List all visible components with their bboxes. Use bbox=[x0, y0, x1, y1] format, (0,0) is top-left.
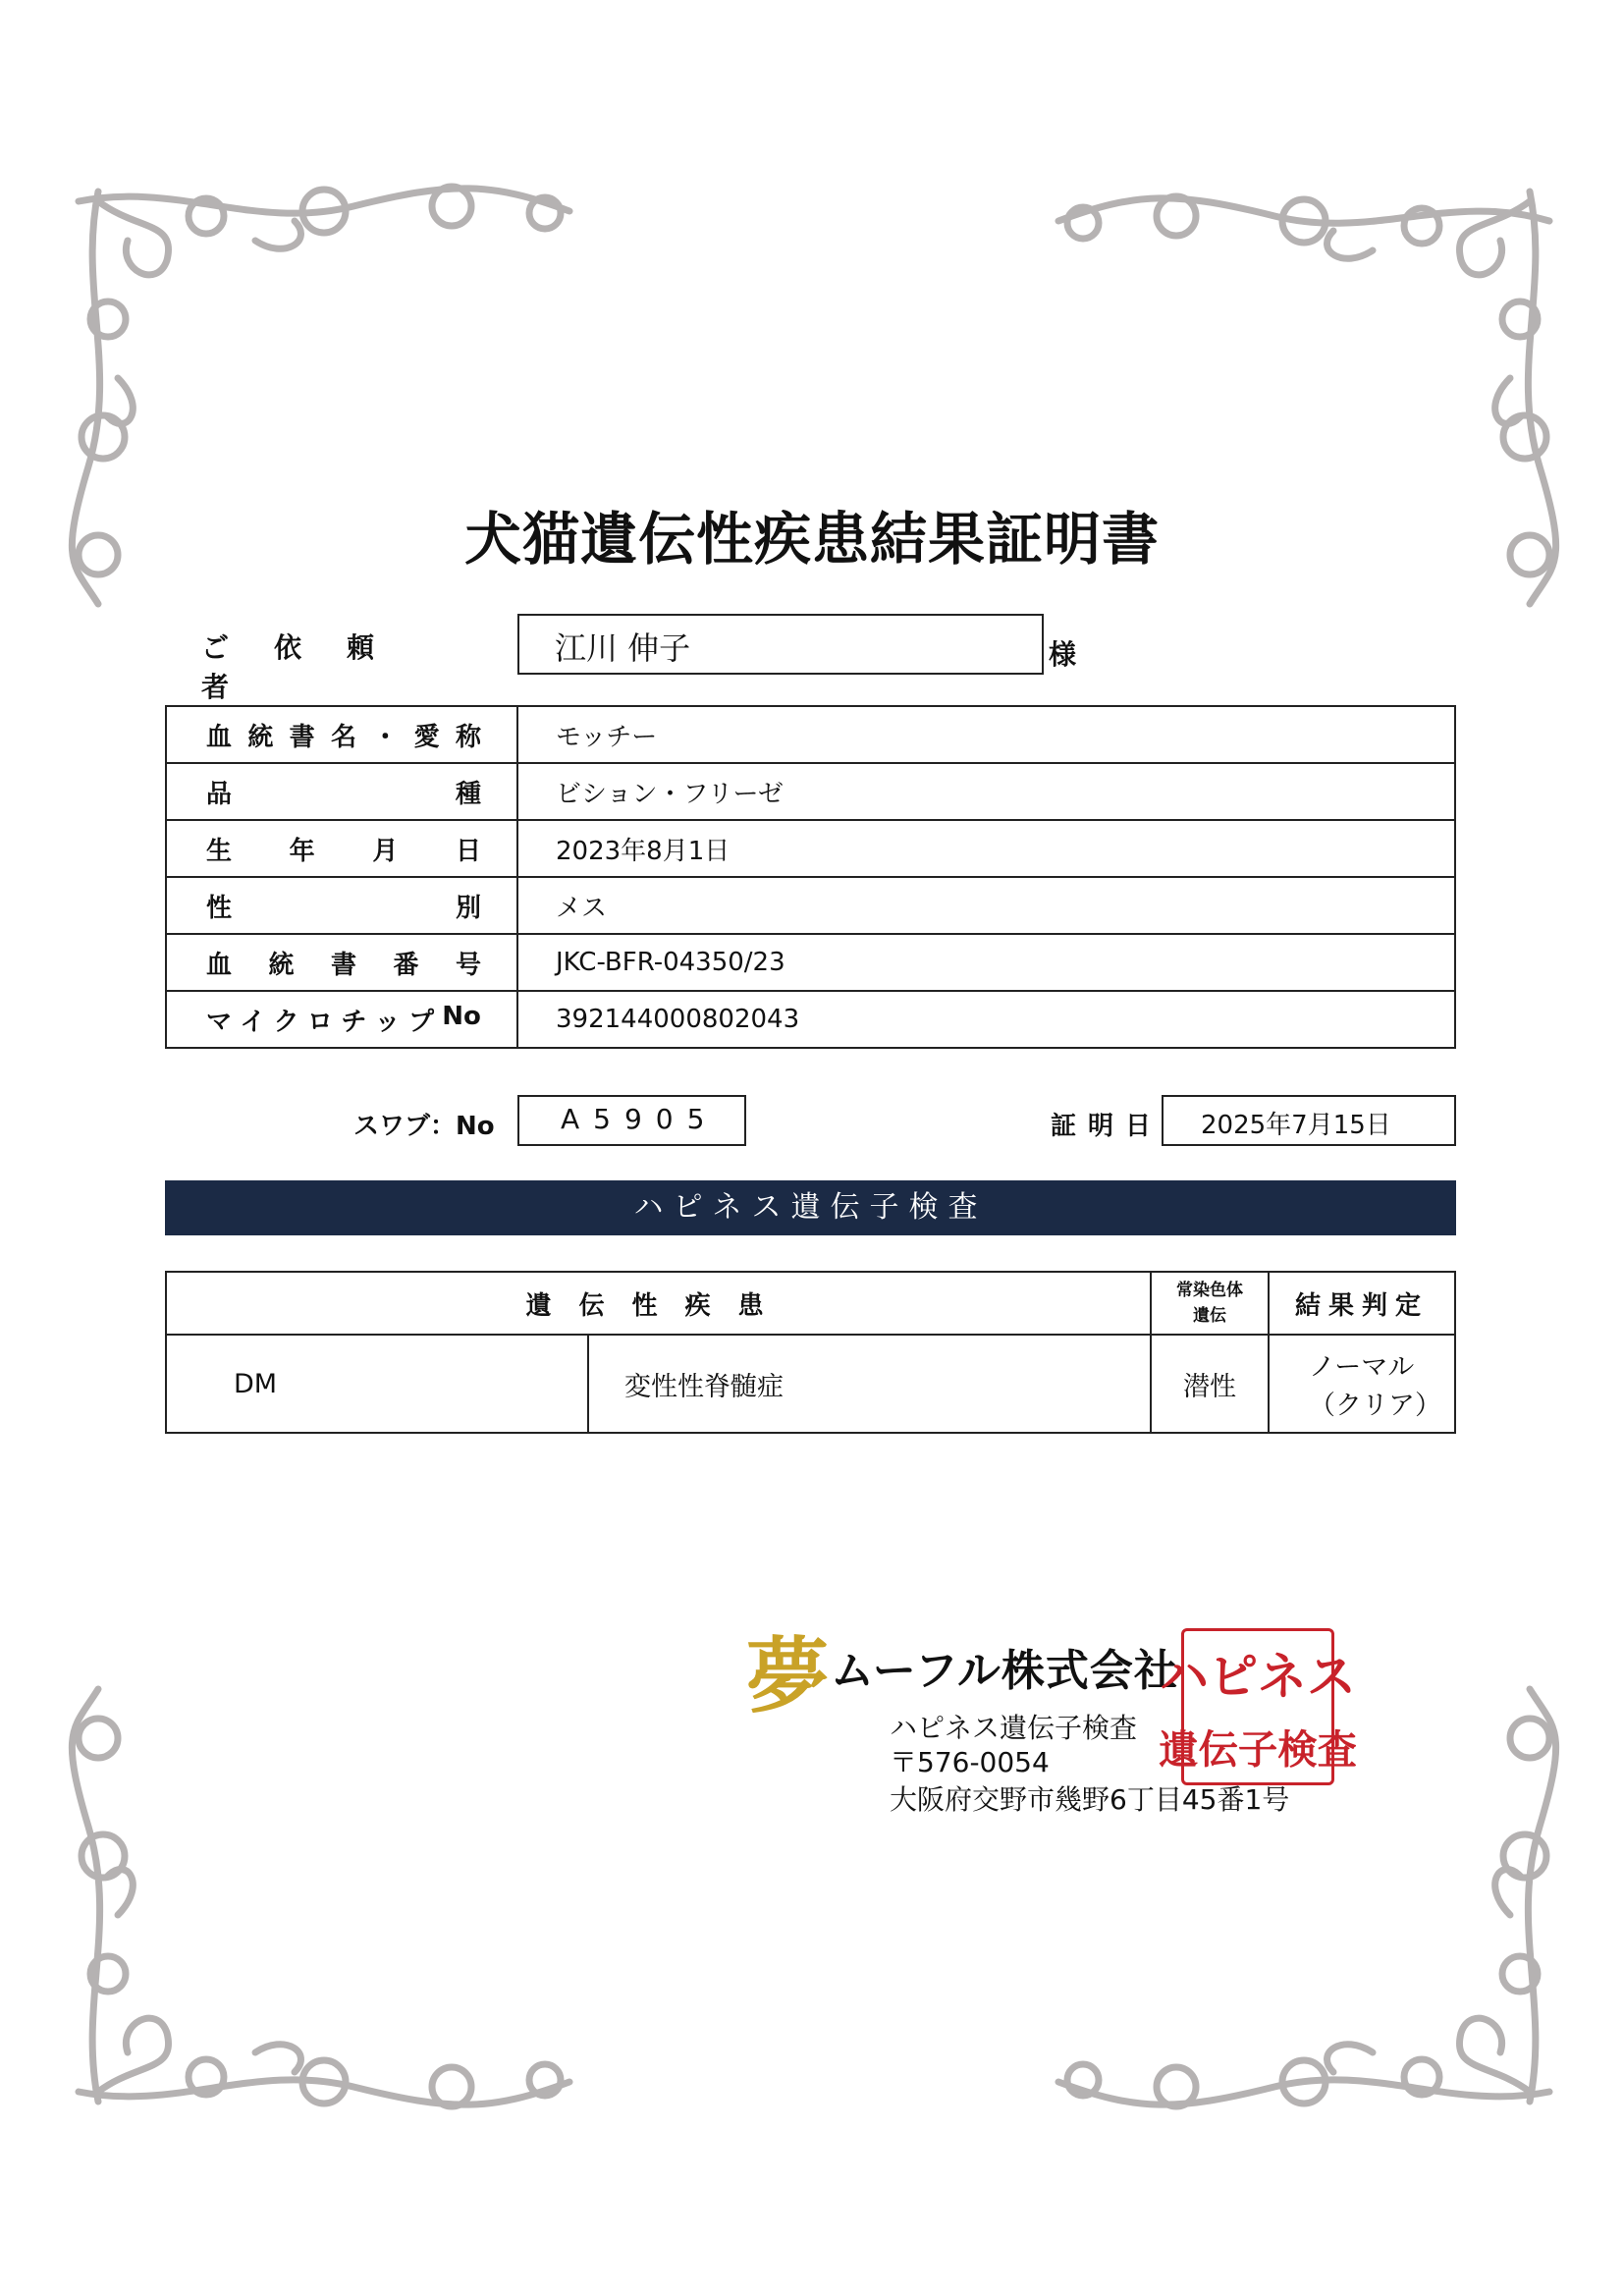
info-label-char: ク bbox=[273, 1007, 299, 1037]
header-judgement-text: 結果判定 bbox=[1294, 1290, 1429, 1321]
info-label-char: 品 bbox=[206, 779, 233, 809]
info-label-char: イ bbox=[240, 1007, 266, 1037]
swab-label: スワブ：No bbox=[353, 1112, 495, 1141]
info-label-char: 書 bbox=[289, 722, 315, 752]
info-label-text bbox=[206, 1002, 516, 1038]
result-disease-name: 変性性脊髄症 bbox=[588, 1335, 1151, 1433]
info-label-char: 愛 bbox=[413, 722, 440, 752]
info-label-char: プ bbox=[407, 1007, 434, 1037]
info-label-char: 種 bbox=[455, 779, 481, 809]
info-label-text bbox=[206, 717, 516, 753]
result-disease-code: DM bbox=[166, 1335, 588, 1433]
swab-number: A5905 bbox=[517, 1095, 746, 1146]
result-inheritance: 潜性 bbox=[1151, 1335, 1269, 1433]
info-label-text bbox=[206, 888, 516, 924]
info-label-char: 号 bbox=[455, 950, 481, 980]
info-label-text bbox=[206, 774, 516, 810]
info-label-char: 月 bbox=[372, 836, 399, 866]
info-label-char: 統 bbox=[247, 722, 274, 752]
info-label-microchip bbox=[166, 991, 517, 1048]
info-label-char: 血 bbox=[206, 950, 233, 980]
header-inheritance-line2: 遺伝 bbox=[1193, 1306, 1226, 1326]
certificate-date-label: 証明日 bbox=[1051, 1112, 1164, 1141]
info-value-microchip: 392144000802043 bbox=[517, 991, 1455, 1048]
info-label-char: 日 bbox=[455, 836, 481, 866]
table-row bbox=[166, 1335, 1455, 1433]
info-value-pedigree-number: JKC-BFR-04350/23 bbox=[517, 934, 1455, 991]
info-label-birthdate bbox=[166, 820, 517, 877]
table-row bbox=[166, 706, 1455, 763]
info-value-sex: メス bbox=[517, 877, 1455, 934]
info-label-pedigree-number bbox=[166, 934, 517, 991]
company-name: ムーフル株式会社 bbox=[831, 1646, 1178, 1696]
seal-line2: 遺伝子検査 bbox=[1159, 1727, 1357, 1773]
info-label-char: ロ bbox=[306, 1007, 333, 1037]
company-seal bbox=[1159, 1628, 1357, 1785]
info-label-char: 統 bbox=[268, 950, 295, 980]
info-label-char: 番 bbox=[393, 950, 419, 980]
info-label-pedigree-name bbox=[166, 706, 517, 763]
info-value-pedigree-name: モッチー bbox=[517, 706, 1455, 763]
issuer-address: 大阪府交野市幾野6丁目45番1号 bbox=[890, 1783, 1290, 1816]
document-title: 犬猫遺伝性疾患結果証明書 bbox=[463, 506, 1160, 573]
requester-name: 江川 伸子 bbox=[555, 629, 691, 667]
info-label-char: チ bbox=[341, 1007, 367, 1037]
section-title-band: ハピネス遺伝子検査 bbox=[165, 1180, 1456, 1235]
info-label-char: 生 bbox=[206, 836, 233, 866]
header-judgement bbox=[1269, 1272, 1455, 1335]
info-label-text bbox=[206, 831, 516, 867]
ornament-bottom-left bbox=[59, 1669, 589, 2121]
info-label-text bbox=[206, 945, 516, 981]
table-row bbox=[166, 763, 1455, 820]
result-table bbox=[165, 1271, 1456, 1434]
requester-label: ご依頼者 bbox=[201, 631, 420, 703]
table-header-row bbox=[166, 1272, 1455, 1335]
seal-line1: ハピネス bbox=[1160, 1649, 1356, 1705]
issuer-department: ハピネス遺伝子検査 bbox=[890, 1712, 1138, 1744]
info-value-breed: ビション・フリーゼ bbox=[517, 763, 1455, 820]
info-label-breed bbox=[166, 763, 517, 820]
info-label-char: 年 bbox=[289, 836, 315, 866]
pet-info-table bbox=[165, 705, 1456, 1049]
requester-name-box bbox=[517, 614, 1044, 675]
requester-honorific: 様 bbox=[1049, 638, 1077, 671]
header-inheritance-line1: 常染色体 bbox=[1176, 1281, 1243, 1300]
header-inheritance bbox=[1151, 1272, 1269, 1335]
info-label-char: 別 bbox=[455, 893, 481, 923]
info-label-char: 名 bbox=[330, 722, 356, 752]
info-label-char: ッ bbox=[374, 1007, 401, 1037]
info-label-char: 性 bbox=[206, 893, 233, 923]
info-label-char: 称 bbox=[455, 722, 481, 752]
table-row bbox=[166, 820, 1455, 877]
logo-glyph: 夢 bbox=[746, 1627, 830, 1724]
info-label-sex bbox=[166, 877, 517, 934]
info-label-char: ・ bbox=[372, 722, 399, 752]
table-row bbox=[166, 877, 1455, 934]
info-label-char: 書 bbox=[330, 950, 356, 980]
company-logo bbox=[746, 1611, 829, 1729]
table-row bbox=[166, 934, 1455, 991]
info-label-char: No bbox=[442, 1001, 481, 1031]
info-value-birthdate: 2023年8月1日 bbox=[517, 820, 1455, 877]
issuer-postal-code: 〒576-0054 bbox=[890, 1746, 1050, 1778]
info-label-char: 血 bbox=[206, 722, 233, 752]
info-label-char: マ bbox=[206, 1007, 233, 1037]
header-disease-text: 遺伝性疾患 bbox=[525, 1290, 791, 1321]
certificate-date: 2025年7月15日 bbox=[1162, 1095, 1456, 1146]
header-disease bbox=[166, 1272, 1151, 1335]
result-judgement: ノーマル（クリア） bbox=[1269, 1335, 1455, 1433]
table-row bbox=[166, 991, 1455, 1048]
